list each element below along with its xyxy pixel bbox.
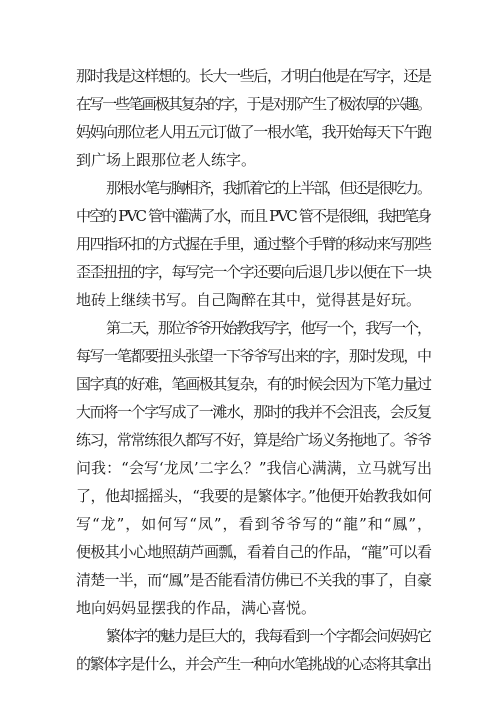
text-line: 每写一笔都要扭头张望一下爷爷写出来的字，那时发现，中 — [76, 347, 431, 365]
text-line: 了，他却摇摇头，“我要的是繁体字。”他便开始教我如何 — [76, 487, 432, 505]
text-line: 繁体字的魅力是巨大的，我每看到一个字都会问妈妈它 — [106, 627, 431, 645]
text-line: 写“龙”，如何写“凤”，看到爷爷写的“龍”和“鳳”， — [76, 515, 433, 533]
text-line: 便极其小心地照葫芦画瓢，看着自己的作品，“龍”可以看 — [76, 543, 432, 561]
text-line: 那时我是这样想的。长大一些后，才明白他是在写字，还是 — [76, 67, 431, 85]
text-line: 用四指环扣的方式握在手里，通过整个手臂的移动来写那些 — [76, 235, 431, 253]
text-line: 第二天，那位爷爷开始教我写字，他写一个，我写一个， — [106, 319, 430, 337]
text-line: 问我：“会写‘龙凤’二字么？”我信心满满，立马就写出 — [76, 459, 433, 477]
body-text — [76, 62, 432, 678]
text-line: 那根水笔与胸相齐，我抓着它的上半部，但还是很吃力。 — [106, 179, 430, 197]
text-line: 练习，常常练很久都写不好，算是给广场义务拖地了。爷爷 — [76, 431, 431, 449]
text-line: 妈妈向那位老人用五元订做了一根水笔，我开始每天下午跑 — [76, 123, 431, 141]
text-line: 大而将一个字写成了一滩水，那时的我并不会沮丧，会反复 — [76, 403, 431, 421]
text-line: 到广场上跟那位老人练字。 — [76, 151, 257, 169]
text-line: 中空的 PVC 管中灌满了水，而且 PVC 管不是很细，我把笔身 — [76, 207, 431, 225]
text-line: 国字真的好难，笔画极其复杂，有的时候会因为下笔力量过 — [76, 375, 431, 393]
text-line: 清楚一半，而“鳳”是否能看清仿佛已不关我的事了，自豪 — [76, 571, 432, 589]
text-line: 地砖上继续书写。自己陶醉在其中，觉得甚是好玩。 — [76, 291, 422, 309]
text-line: 歪歪扭扭的字，每写完一个字还要向后退几步以便在下一块 — [76, 263, 431, 281]
text-line: 的繁体字是什么，并会产生一种向水笔挑战的心态将其拿出 — [76, 655, 431, 673]
text-line: 在写一些笔画极其复杂的字，于是对那产生了极浓厚的兴趣。 — [76, 95, 431, 113]
text-line: 地向妈妈显摆我的作品，满心喜悦。 — [76, 599, 317, 617]
